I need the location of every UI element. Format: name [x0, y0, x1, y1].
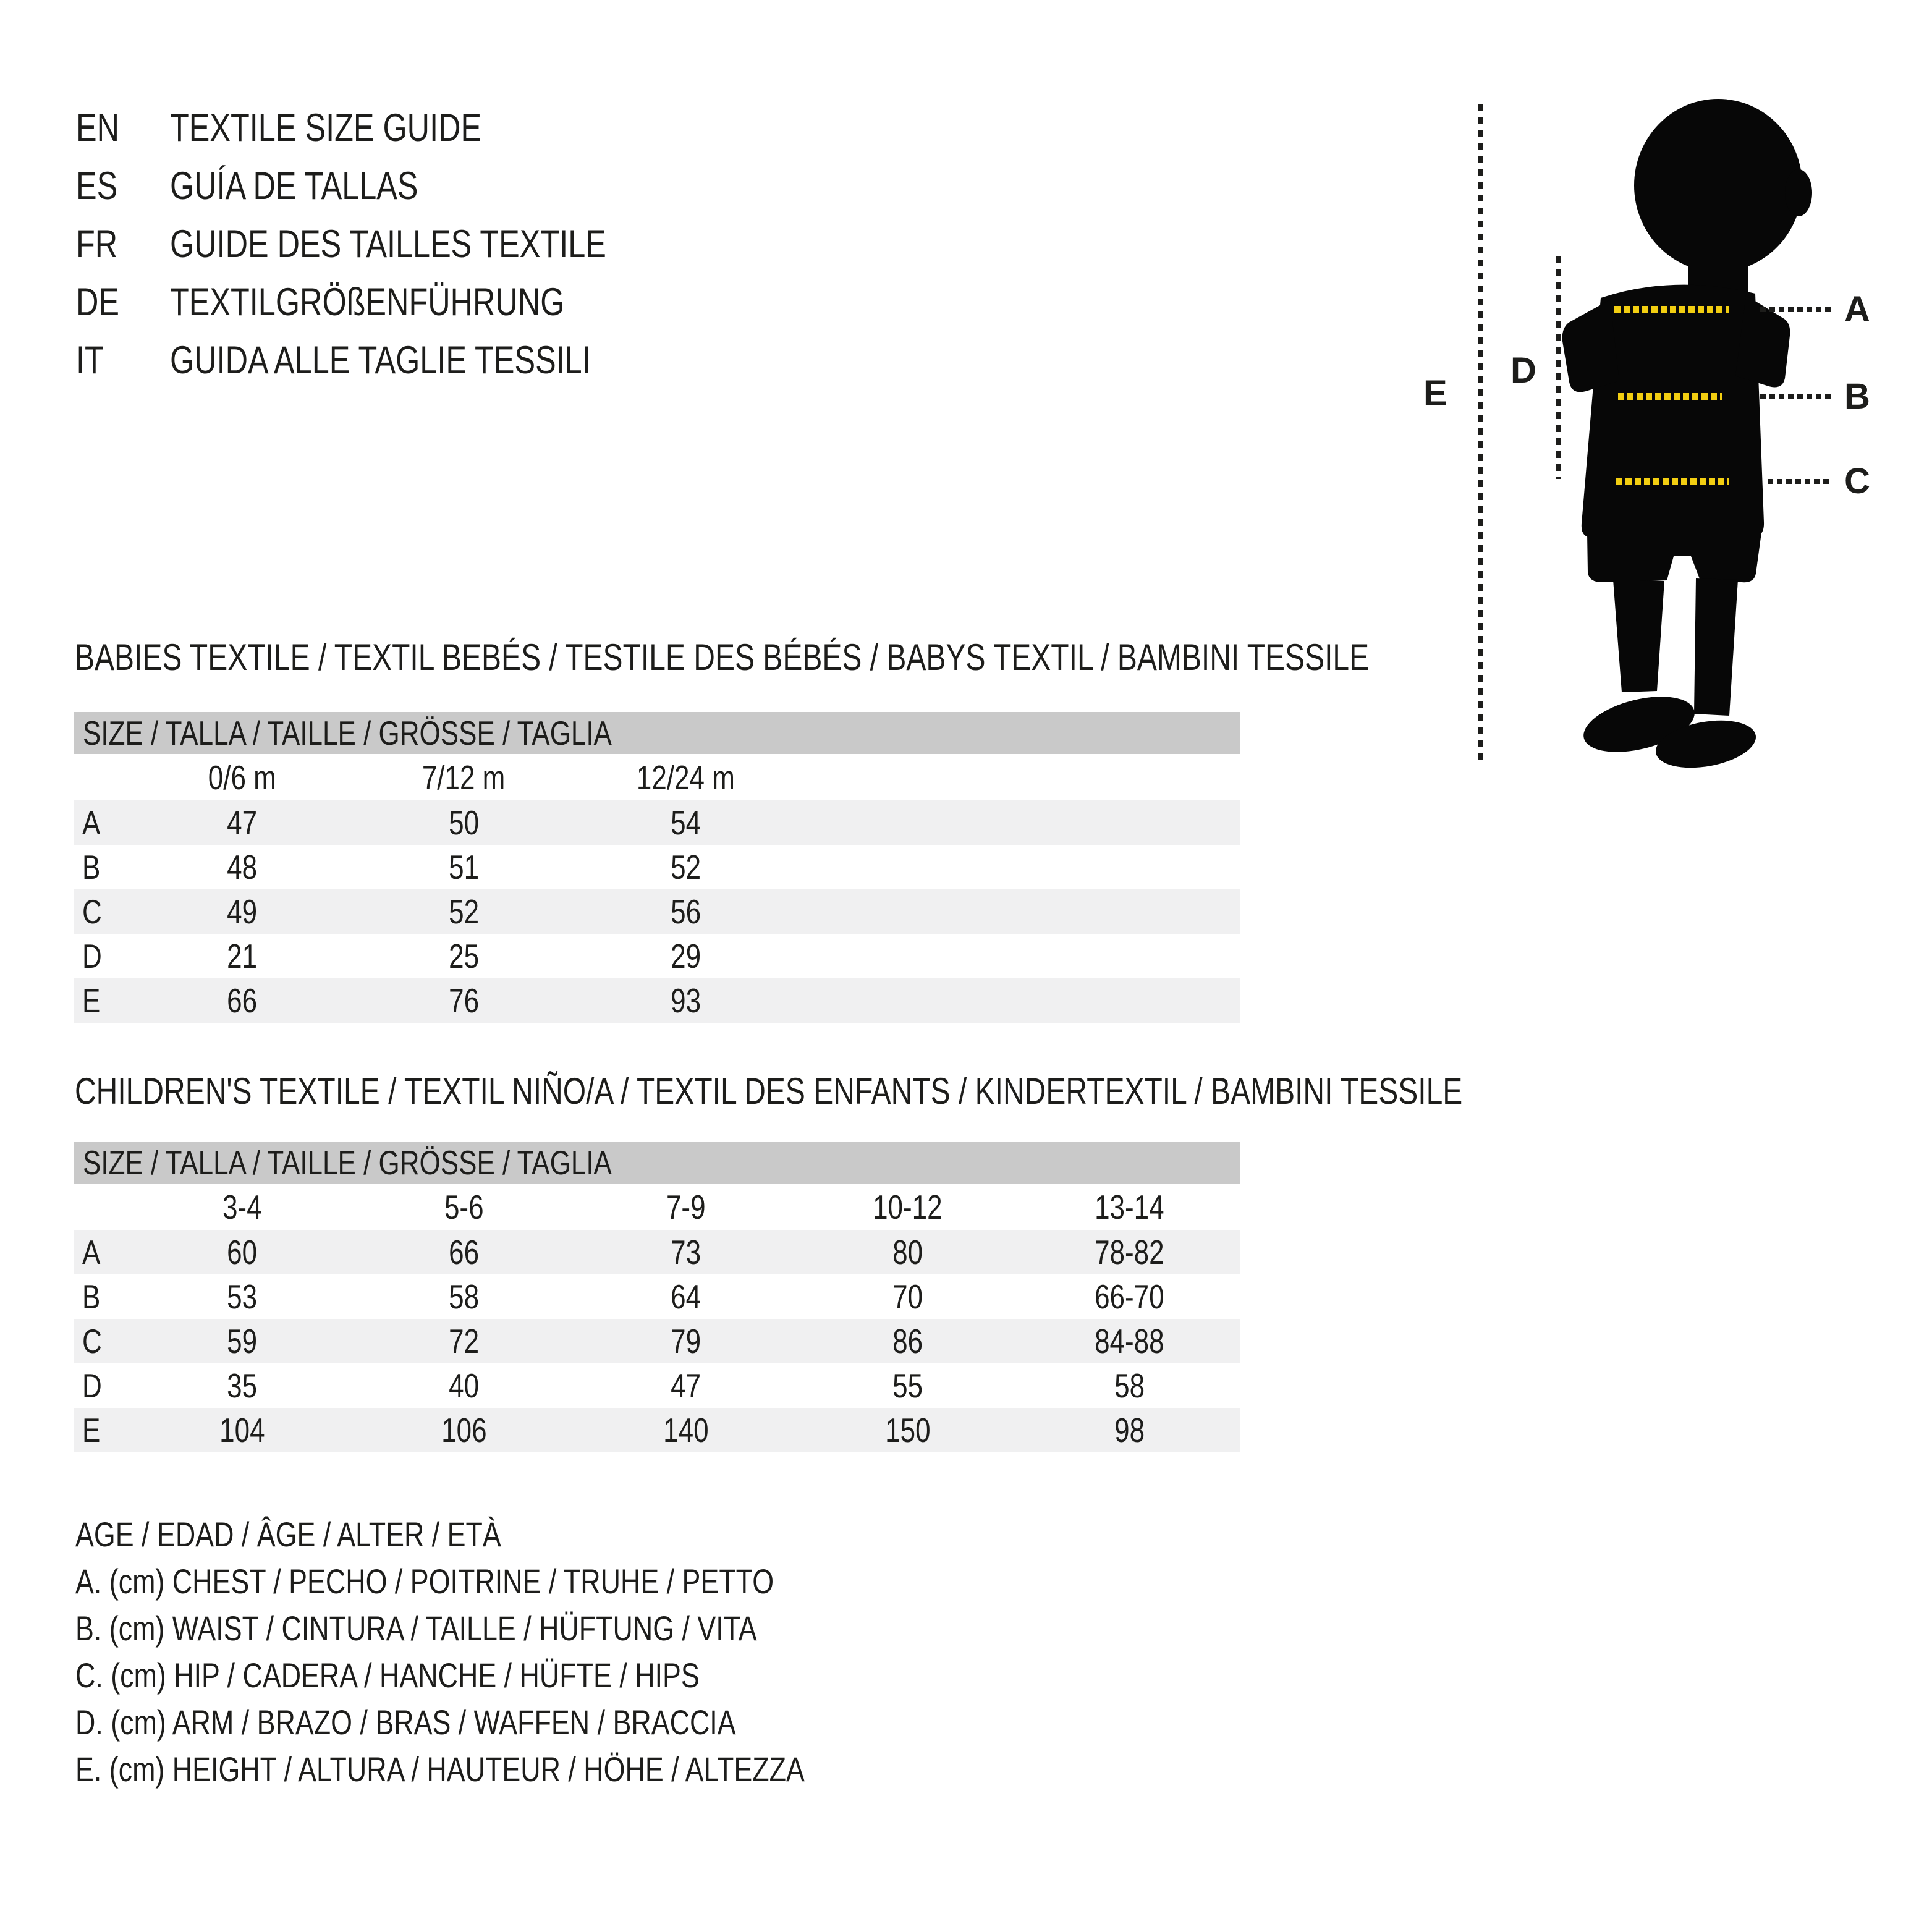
- row-label: E: [82, 981, 101, 1020]
- babies-section-heading-text: BABIES TEXTILE / TEXTIL BEBÉS / TESTILE DES BÉBÉS / BABYS TEXTIL / BAMBINI TESSILE: [75, 637, 1370, 678]
- figure-label-a: A: [1844, 289, 1870, 329]
- children-size-table: [74, 1142, 1240, 1452]
- size-header-text: SIZE / TALLA / TAILLE / GRÖSSE / TAGLIA: [83, 714, 612, 752]
- size-value: 35: [227, 1366, 257, 1405]
- children-column-header-row: [74, 1184, 1240, 1230]
- children-section-heading-text: CHILDREN'S TEXTILE / TEXTIL NIÑO/A / TEXTIL DES ENFANTS / KINDERTEXTIL / BAMBINI TESSILE: [75, 1070, 1463, 1112]
- hip-guide-line-yellow: [1616, 478, 1729, 485]
- language-row: [76, 215, 715, 273]
- size-value: 48: [227, 848, 257, 886]
- row-label: E: [82, 1411, 101, 1449]
- figure-label-e: E: [1423, 373, 1447, 413]
- chest-guide-line-dark: [1760, 307, 1832, 312]
- table-row: [74, 845, 1240, 889]
- size-value: 79: [671, 1322, 701, 1360]
- figure-label-d: D: [1510, 350, 1536, 391]
- row-label: C: [82, 1322, 102, 1360]
- size-value: 98: [1114, 1411, 1145, 1449]
- size-value: 78-82: [1095, 1233, 1164, 1271]
- legend-text: C. (cm) HIP / CADERA / HANCHE / HÜFTE / HIPS: [75, 1655, 700, 1695]
- size-value: 29: [671, 937, 701, 975]
- legend-text: AGE / EDAD / ÂGE / ALTER / ETÀ: [75, 1514, 501, 1554]
- language-code: ES: [76, 164, 118, 208]
- size-value: 93: [671, 981, 701, 1020]
- column-header: 10-12: [873, 1187, 943, 1226]
- row-label: A: [82, 1233, 101, 1271]
- size-value: 55: [892, 1366, 923, 1405]
- legend-line-hip: [75, 1651, 987, 1698]
- measurement-legend: [75, 1510, 987, 1792]
- size-value: 76: [449, 981, 479, 1020]
- legend-text: D. (cm) ARM / BRAZO / BRAS / WAFFEN / BRACCIA: [75, 1702, 736, 1742]
- language-title: GUÍA DE TALLAS: [170, 164, 418, 208]
- column-header: 5-6: [444, 1187, 484, 1226]
- size-value: 70: [892, 1277, 923, 1316]
- table-row: [74, 1363, 1240, 1408]
- column-header: 3-4: [222, 1187, 262, 1226]
- legend-line-waist: [75, 1604, 987, 1651]
- table-row: [74, 800, 1240, 845]
- size-value: 86: [892, 1322, 923, 1360]
- waist-guide-line-dark: [1760, 394, 1832, 399]
- size-value: 51: [449, 848, 479, 886]
- table-row: [74, 1230, 1240, 1274]
- size-value: 47: [227, 803, 257, 842]
- legend-line-age: [75, 1510, 987, 1557]
- chest-guide-line-yellow: [1614, 306, 1729, 313]
- size-value: 21: [227, 937, 257, 975]
- size-value: 72: [449, 1322, 479, 1360]
- legend-line-arm: [75, 1698, 987, 1745]
- babies-size-header-bar: [74, 712, 1240, 754]
- size-value: 47: [671, 1366, 701, 1405]
- size-value: 66: [227, 981, 257, 1020]
- column-header: 13-14: [1095, 1187, 1164, 1226]
- waist-guide-line-yellow: [1618, 393, 1722, 400]
- legend-text: E. (cm) HEIGHT / ALTURA / HAUTEUR / HÖHE / ALTEZZA: [75, 1749, 805, 1789]
- table-row: [74, 978, 1240, 1023]
- size-value: 140: [663, 1411, 709, 1449]
- babies-size-table: [74, 712, 1240, 1023]
- column-header: 0/6 m: [208, 758, 276, 797]
- legend-text: A. (cm) CHEST / PECHO / POITRINE / TRUHE / PETTO: [75, 1561, 774, 1601]
- language-title: GUIDE DES TAILLES TEXTILE: [170, 222, 606, 266]
- size-value: 59: [227, 1322, 257, 1360]
- size-value: 53: [227, 1277, 257, 1316]
- language-code: IT: [76, 339, 104, 382]
- babies-section-heading: [75, 638, 1693, 677]
- row-label: D: [82, 1366, 102, 1405]
- table-row: [74, 1319, 1240, 1363]
- size-value: 80: [892, 1233, 923, 1271]
- row-label: C: [82, 892, 102, 931]
- size-value: 40: [449, 1366, 479, 1405]
- size-value: 25: [449, 937, 479, 975]
- figure-label-c: C: [1844, 461, 1870, 501]
- language-title: TEXTILE SIZE GUIDE: [170, 106, 482, 150]
- legend-line-height: [75, 1745, 987, 1792]
- size-value: 52: [671, 848, 701, 886]
- legend-text: B. (cm) WAIST / CINTURA / TAILLE / HÜFTUNG / VITA: [75, 1608, 757, 1648]
- size-value: 150: [884, 1411, 931, 1449]
- size-value: 52: [449, 892, 479, 931]
- language-code: FR: [76, 222, 118, 266]
- size-value: 58: [1114, 1366, 1145, 1405]
- language-code: DE: [76, 281, 120, 324]
- size-value: 84-88: [1095, 1322, 1164, 1360]
- column-header: 12/24 m: [636, 758, 735, 797]
- size-value: 66: [449, 1233, 479, 1271]
- size-value: 60: [227, 1233, 257, 1271]
- size-value: 104: [219, 1411, 265, 1449]
- row-label: D: [82, 937, 102, 975]
- column-header: 7-9: [666, 1187, 706, 1226]
- babies-column-header-row: [74, 754, 1240, 800]
- language-title: GUIDA ALLE TAGLIE TESSILI: [170, 339, 591, 382]
- column-header: 7/12 m: [422, 758, 506, 797]
- legend-line-chest: [75, 1557, 987, 1604]
- language-row: [76, 273, 715, 331]
- size-value: 56: [671, 892, 701, 931]
- size-value: 49: [227, 892, 257, 931]
- figure-label-b: B: [1844, 376, 1870, 417]
- size-value: 58: [449, 1277, 479, 1316]
- size-value: 73: [671, 1233, 701, 1271]
- language-title: TEXTILGRÖßENFÜHRUNG: [170, 281, 565, 324]
- row-label: B: [82, 1277, 101, 1316]
- size-value: 106: [441, 1411, 487, 1449]
- language-title-block: [76, 99, 715, 389]
- hip-guide-line-dark: [1768, 479, 1832, 484]
- language-row: [76, 99, 715, 157]
- size-value: 54: [671, 803, 701, 842]
- children-section-heading: [75, 1072, 1810, 1111]
- row-label: A: [82, 803, 101, 842]
- size-value: 64: [671, 1277, 701, 1316]
- language-code: EN: [76, 106, 120, 150]
- size-value: 66-70: [1095, 1277, 1164, 1316]
- table-row: [74, 1408, 1240, 1452]
- table-row: [74, 934, 1240, 978]
- language-row: [76, 331, 715, 389]
- children-size-header-bar: [74, 1142, 1240, 1184]
- table-row: [74, 889, 1240, 934]
- size-header-text: SIZE / TALLA / TAILLE / GRÖSSE / TAGLIA: [83, 1143, 612, 1182]
- row-label: B: [82, 848, 101, 886]
- language-row: [76, 157, 715, 215]
- table-row: [74, 1274, 1240, 1319]
- size-value: 50: [449, 803, 479, 842]
